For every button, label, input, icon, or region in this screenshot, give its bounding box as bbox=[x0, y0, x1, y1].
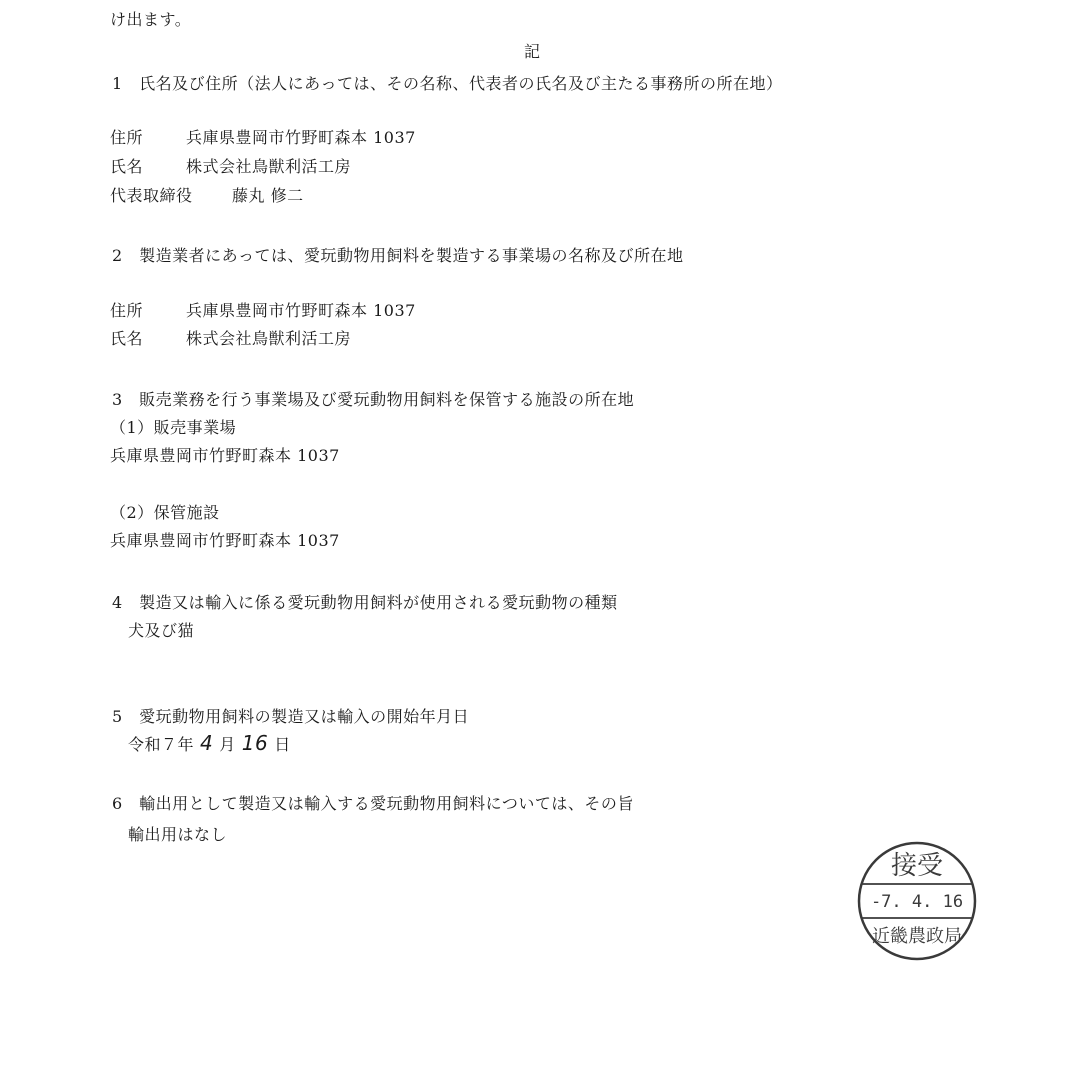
section5-day: 16 bbox=[241, 731, 269, 755]
section5-date-row bbox=[128, 733, 291, 755]
section3-heading: 3 販売業務を行う事業場及び愛玩動物用飼料を保管する施設の所在地 bbox=[112, 390, 635, 409]
section6-value: 輸出用はなし bbox=[128, 825, 228, 844]
section2-name-label: 氏名 bbox=[110, 329, 144, 348]
section1-address-row bbox=[110, 128, 416, 148]
section4-heading: 4 製造又は輸入に係る愛玩動物用飼料が使用される愛玩動物の種類 bbox=[112, 593, 618, 612]
section3-sub2-label: （2）保管施設 bbox=[110, 503, 220, 522]
section5-day-unit: 日 bbox=[274, 735, 291, 754]
section1-rep-row bbox=[110, 186, 304, 206]
section3-sub1-value: 兵庫県豊岡市竹野町森本 1037 bbox=[110, 446, 340, 465]
section4-value: 犬及び猫 bbox=[128, 621, 195, 640]
section2-name-row bbox=[110, 329, 351, 349]
leading-text: け出ます。 bbox=[110, 10, 192, 29]
section1-rep-label: 代表取締役 bbox=[110, 186, 193, 205]
section5-month: 4 bbox=[200, 731, 214, 755]
section1-heading: 1 氏名及び住所（法人にあっては、その名称、代表者の氏名及び主たる事務所の所在地） bbox=[112, 74, 783, 93]
section5-heading: 5 愛玩動物用飼料の製造又は輸入の開始年月日 bbox=[112, 707, 470, 726]
section1-address-value: 兵庫県豊岡市竹野町森本 1037 bbox=[186, 128, 416, 147]
section1-name-value: 株式会社鳥獣利活工房 bbox=[186, 157, 352, 176]
section5-month-unit: 月 bbox=[219, 735, 236, 754]
section2-address-value: 兵庫県豊岡市竹野町森本 1037 bbox=[186, 301, 416, 320]
section2-name-value: 株式会社鳥獣利活工房 bbox=[186, 329, 352, 348]
section3-sub1-label: （1）販売事業場 bbox=[110, 418, 237, 437]
section1-address-label: 住所 bbox=[110, 128, 144, 147]
stamp-top-text: 接受 bbox=[890, 851, 944, 881]
section3-sub2-value: 兵庫県豊岡市竹野町森本 1037 bbox=[110, 531, 340, 550]
reception-stamp bbox=[856, 840, 978, 962]
section2-address-row bbox=[110, 301, 416, 321]
section1-name-label: 氏名 bbox=[110, 157, 144, 176]
ki-heading: 記 bbox=[524, 42, 541, 61]
stamp-date-text: -7. 4. 16 bbox=[870, 892, 964, 912]
section6-heading: 6 輸出用として製造又は輸入する愛玩動物用飼料については、その旨 bbox=[112, 794, 634, 813]
section1-name-row bbox=[110, 157, 351, 177]
stamp-bottom-text: 近畿農政局 bbox=[872, 926, 962, 947]
section2-heading: 2 製造業者にあっては、愛玩動物用飼料を製造する事業場の名称及び所在地 bbox=[112, 246, 684, 265]
section5-era: 令和７年 bbox=[128, 735, 195, 754]
section2-address-label: 住所 bbox=[110, 301, 144, 320]
section1-rep-value: 藤丸 修二 bbox=[232, 186, 304, 205]
